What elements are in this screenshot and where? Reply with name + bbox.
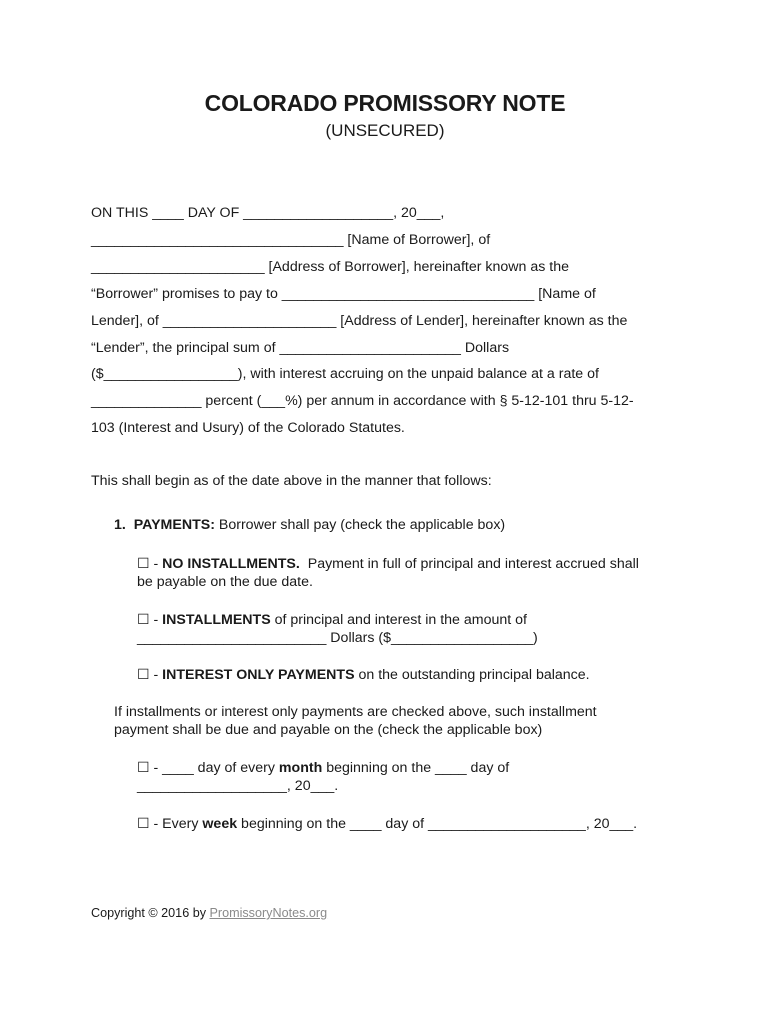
- option-label: NO INSTALLMENTS.: [162, 556, 300, 572]
- option-text: beginning on the ____ day of: [322, 760, 510, 776]
- option-text: beginning on the ____ day of ____________________, 20___.: [237, 816, 638, 832]
- checkbox-icon[interactable]: ☐: [137, 666, 150, 682]
- copyright-footer: [91, 906, 327, 920]
- checkbox-icon[interactable]: ☐: [137, 815, 150, 831]
- option-monthly: [137, 759, 509, 776]
- site-link[interactable]: PromissoryNotes.org: [209, 906, 328, 920]
- checkbox-icon[interactable]: ☐: [137, 611, 150, 627]
- copyright-text: Copyright © 2016 by: [91, 906, 210, 920]
- option-text: on the outstanding principal balance.: [354, 667, 590, 683]
- intro-line: Lender], of ______________________ [Address of Lender], hereinafter known as the: [91, 313, 628, 329]
- if-installments-text: payment shall be due and payable on the (check the applicable box): [114, 722, 543, 738]
- option-label: week: [202, 816, 238, 832]
- option-label: INTEREST ONLY PAYMENTS: [162, 667, 355, 683]
- intro-line: ______________ percent (___%) per annum in accordance with § 5-12-101 thru 5-12-: [91, 393, 634, 409]
- option-text: - Every: [149, 816, 203, 832]
- intro-line: 103 (Interest and Usury) of the Colorado Statutes.: [91, 420, 405, 436]
- option-no-installments: ☐ - NO INSTALLMENTS. Payment in full of principal and interest accrued shall: [137, 555, 639, 572]
- option-text: of principal and interest in the amount of: [270, 612, 527, 628]
- payments-heading-rest: Borrower shall pay (check the applicable box): [214, 517, 506, 533]
- option-text: - ____ day of every: [149, 760, 279, 776]
- begin-text: This shall begin as of the date above in the manner that follows:: [91, 473, 492, 489]
- payments-label: PAYMENTS:: [133, 517, 215, 533]
- option-text-line2: ___________________, 20___.: [137, 778, 339, 794]
- if-installments-text: If installments or interest only payments are checked above, such installment: [114, 704, 597, 720]
- intro-line: ______________________ [Address of Borrower], hereinafter known as the: [91, 259, 569, 275]
- payments-heading: [114, 517, 505, 533]
- option-text-line2: be payable on the due date.: [137, 574, 313, 590]
- checkbox-icon[interactable]: ☐: [137, 555, 150, 571]
- document-title: COLORADO PROMISSORY NOTE: [204, 90, 566, 116]
- intro-line: ($_________________), with interest accruing on the unpaid balance at a rate of: [91, 366, 599, 382]
- intro-line: “Lender”, the principal sum of _______________________ Dollars: [91, 340, 510, 356]
- payments-number: 1.: [114, 517, 126, 533]
- option-installments: ☐ - INSTALLMENTS of principal and interest in the amount of: [137, 611, 527, 628]
- option-text: Payment in full of principal and interest accrued shall: [299, 556, 639, 572]
- option-interest-only: ☐ - INTEREST ONLY PAYMENTS on the outstanding principal balance.: [137, 666, 590, 683]
- document-subtitle: (UNSECURED): [325, 121, 445, 140]
- intro-line: ________________________________ [Name of Borrower], of: [91, 232, 491, 248]
- option-weekly: [137, 815, 637, 832]
- intro-line: ON THIS ____ DAY OF ___________________, 20___,: [91, 205, 445, 221]
- option-label: month: [278, 760, 323, 776]
- option-label: INSTALLMENTS: [162, 612, 271, 628]
- checkbox-icon[interactable]: ☐: [137, 759, 150, 775]
- intro-line: “Borrower” promises to pay to ________________________________ [Name of: [91, 286, 596, 302]
- option-text-line2: ________________________ Dollars ($__________________): [137, 630, 538, 646]
